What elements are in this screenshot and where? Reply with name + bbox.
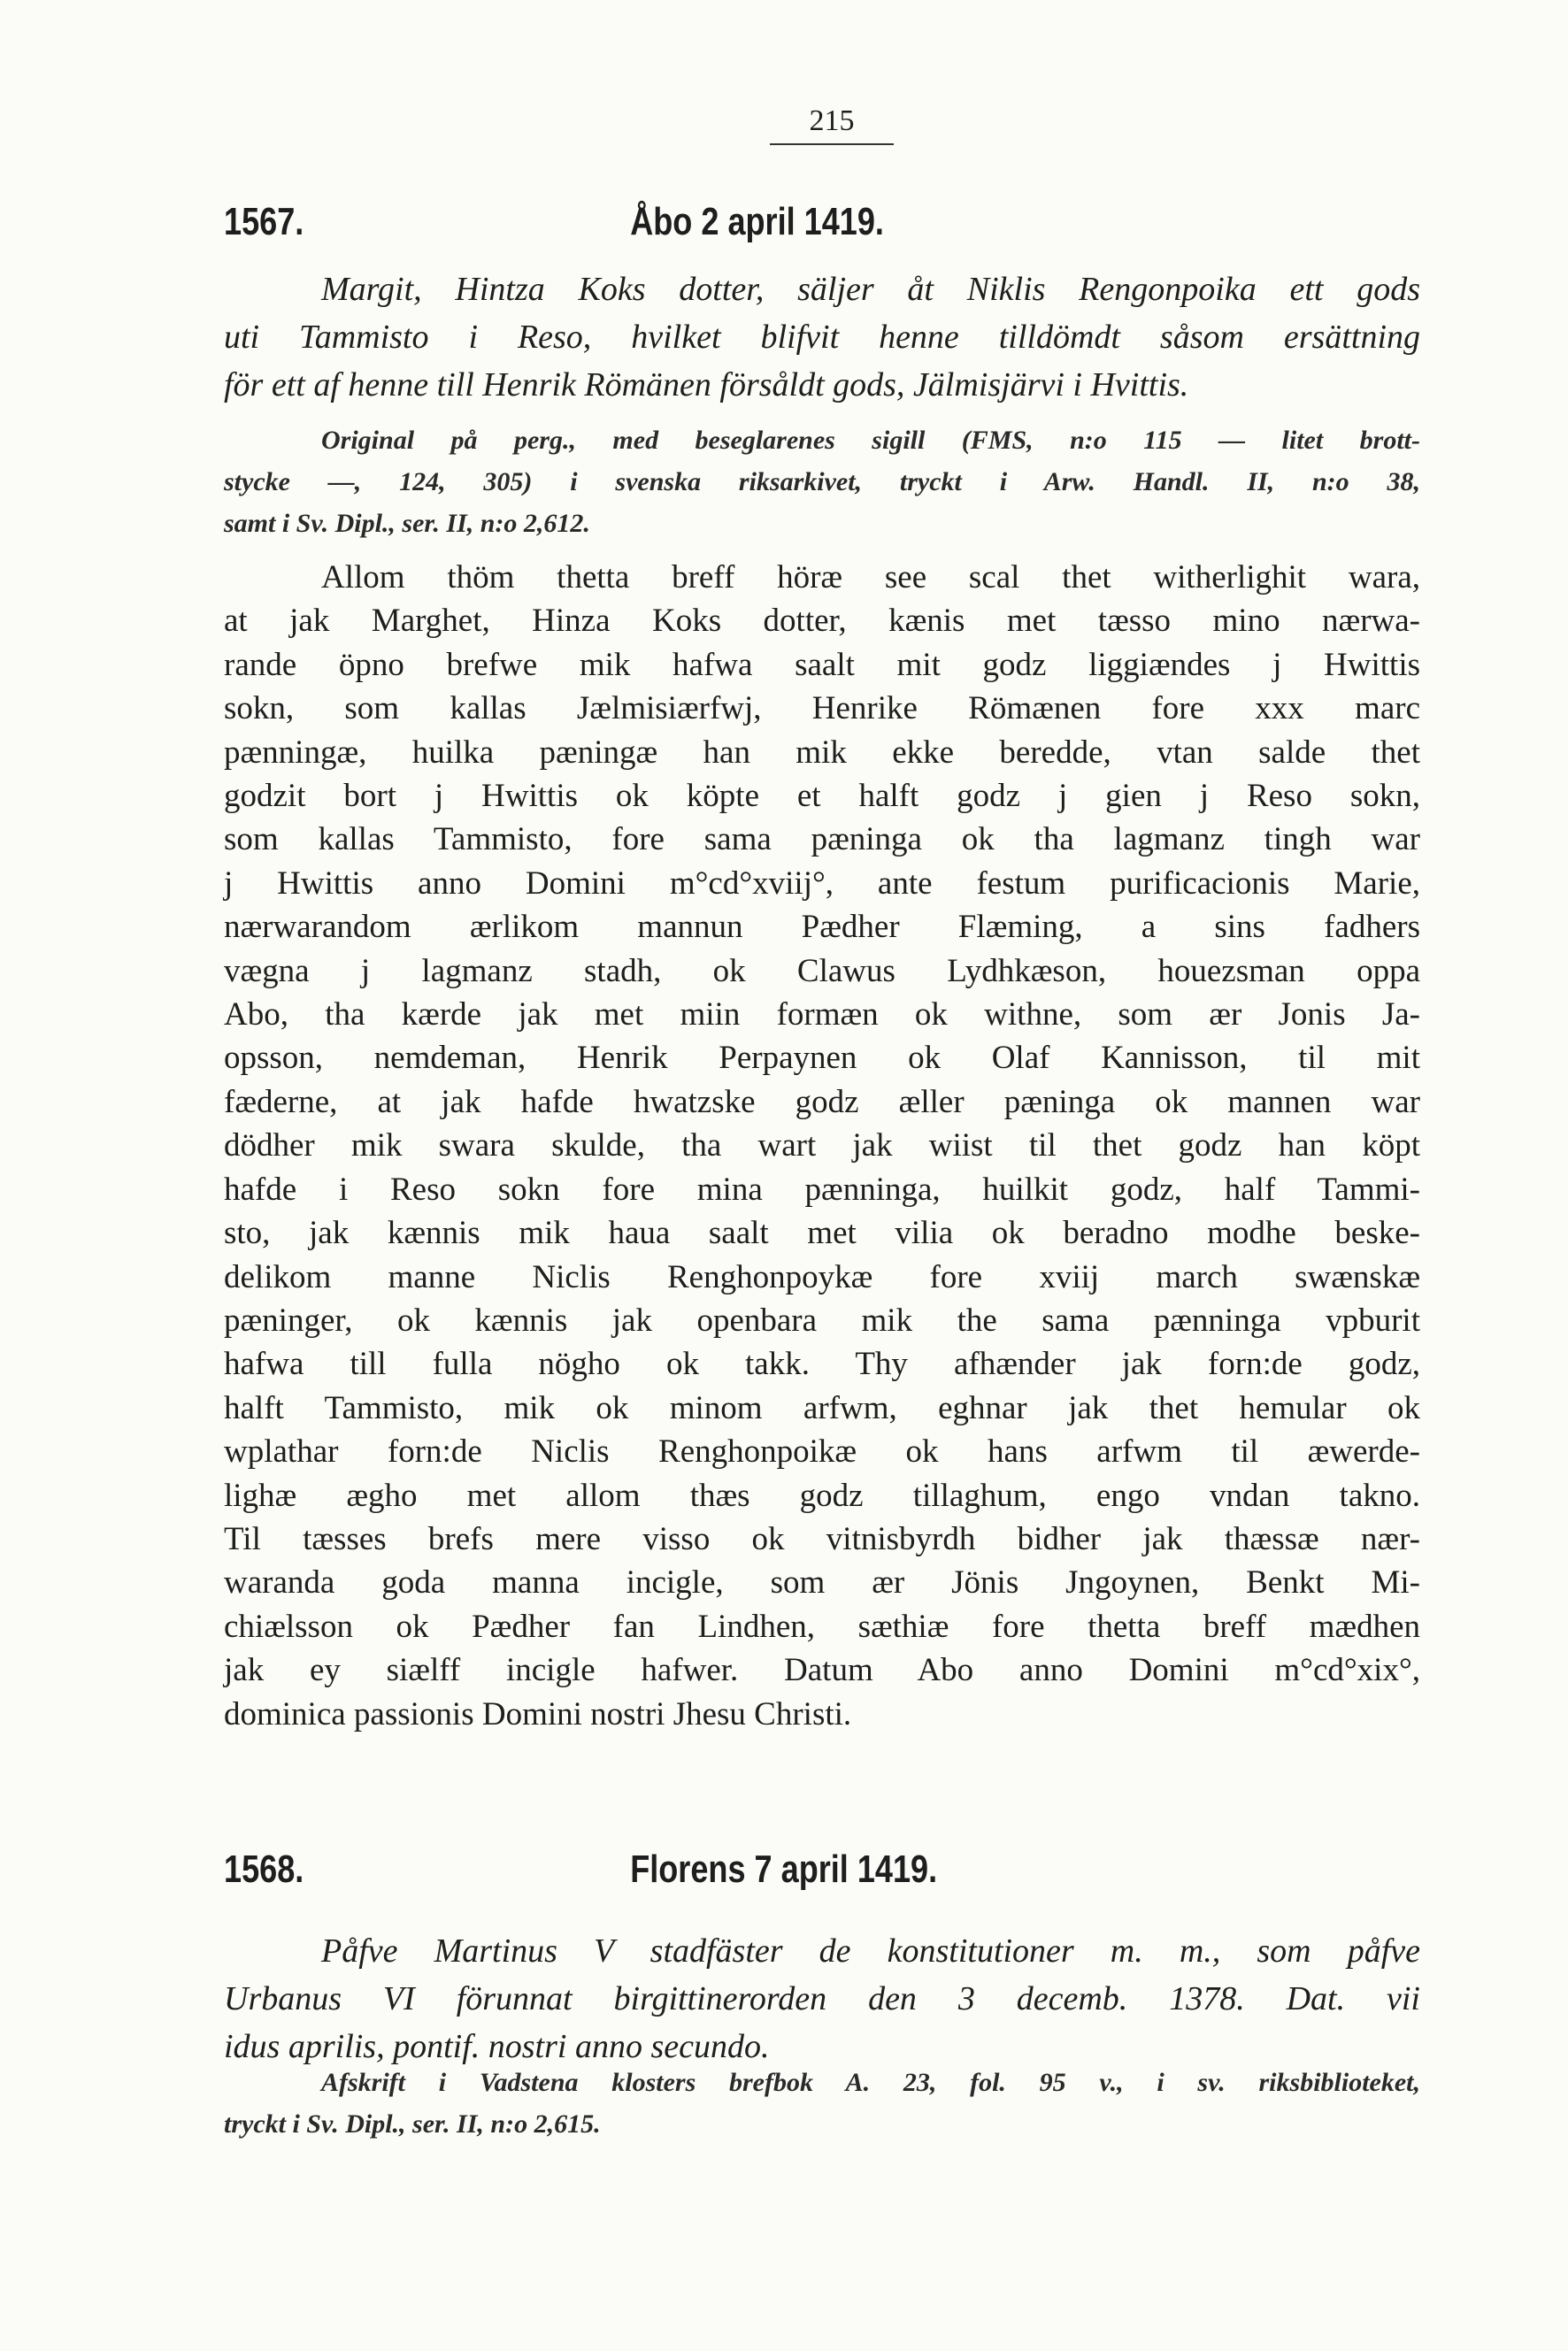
entry-source-1568 — [224, 2062, 1420, 2145]
text-line: Abo, tha kærde jak met miin formæn ok withne, som ær Jonis Ja- — [224, 996, 1420, 1033]
text-line: uti Tammisto i Reso, hvilket blifvit henne tilldömdt såsom ersättning — [224, 319, 1420, 356]
entry-number: 1567. — [224, 200, 304, 243]
text-line: pænningæ, huilka pæningæ han mik ekke beredde, vtan salde thet — [224, 734, 1420, 771]
text-line: samt i Sv. Dipl., ser. II, n:o 2,612. — [224, 509, 590, 538]
text-line: dominica passionis Domini nostri Jhesu Christi. — [224, 1695, 852, 1733]
text-line: j Hwittis anno Domini m°cd°xviij°, ante festum purificacionis Marie, — [224, 864, 1420, 902]
text-line: pæninger, ok kænnis jak openbara mik the sama pænninga vpburit — [224, 1302, 1420, 1339]
entry-number: 1568. — [224, 1848, 304, 1891]
text-line: sto, jak kænnis mik haua saalt met vilia ok beradno modhe beske- — [224, 1215, 1420, 1252]
text-line: hafde i Reso sokn fore mina pænninga, huilkit godz, half Tammi- — [224, 1171, 1420, 1208]
text-line: Margit, Hintza Koks dotter, säljer åt Niklis Rengonpoika ett gods — [321, 271, 1420, 308]
text-line: chiælsson ok Pædher fan Lindhen, sæthiæ fore thetta breff mædhen — [224, 1608, 1420, 1645]
text-line: godzit bort j Hwittis ok köpte et halft godz j gien j Reso sokn, — [224, 778, 1420, 815]
text-line: Til tæsses brefs mere visso ok vitnisbyrdh bidher jak thæssæ nær- — [224, 1520, 1420, 1557]
text-line: vægna j lagmanz stadh, ok Clawus Lydhkæson, houezsman oppa — [224, 952, 1420, 989]
page-number: 215 — [770, 104, 894, 145]
text-line: delikom manne Niclis Renghonpoykæ fore xviij march swænskæ — [224, 1258, 1420, 1295]
text-line: jak ey siælff incigle hafwer. Datum Abo anno Domini m°cd°xix°, — [224, 1652, 1420, 1689]
text-line: lighæ ægho met allom thæs godz tillaghum, engo vndan takno. — [224, 1477, 1420, 1514]
text-line: Allom thöm thetta breff höræ see scal thet witherlighit wara, — [321, 559, 1420, 595]
text-line: fæderne, at jak hafde hwatzske godz æller pæninga ok mannen war — [224, 1083, 1420, 1120]
text-line: som kallas Tammisto, fore sama pæninga ok tha lagmanz tingh war — [224, 821, 1420, 858]
text-line: halft Tammisto, mik ok minom arfwm, eghnar jak thet hemular ok — [224, 1389, 1420, 1426]
text-line: sokn, som kallas Jælmisiærfwj, Henrike Römænen fore xxx marc — [224, 690, 1420, 727]
text-line: wplathar forn:de Niclis Renghonpoikæ ok hans arfwm til æwerde- — [224, 1433, 1420, 1471]
text-line: waranda goda manna incigle, som ær Jönis Jngoynen, Benkt Mi- — [224, 1564, 1420, 1602]
text-line: tryckt i Sv. Dipl., ser. II, n:o 2,615. — [224, 2109, 601, 2139]
entry-source-1567 — [224, 419, 1420, 544]
text-line: dödher mik swara skulde, tha wart jak wiist til thet godz han köpt — [224, 1127, 1420, 1164]
text-line: idus aprilis, pontif. nostri anno secundo. — [224, 2028, 770, 2065]
entry-summary-1568 — [224, 1927, 1420, 2071]
text-line: stycke —, 124, 305) i svenska riksarkivet, tryckt i Arw. Handl. II, n:o 38, — [224, 467, 1420, 496]
entry-place-date: Florens 7 april 1419. — [630, 1848, 938, 1891]
entry-summary-1567 — [224, 265, 1420, 409]
entry-body-1567 — [224, 556, 1420, 1736]
text-line: rande öpno brefwe mik hafwa saalt mit godz liggiændes j Hwittis — [224, 646, 1420, 683]
text-line: Afskrift i Vadstena klosters brefbok A. 23, fol. 95 v., i sv. riksbiblioteket, — [321, 2068, 1420, 2097]
text-line: Original på perg., med beseglarenes sigill (FMS, n:o 115 — litet brott- — [321, 426, 1420, 455]
text-line: för ett af henne till Henrik Römänen försåldt gods, Jälmisjärvi i Hvittis. — [224, 366, 1189, 403]
text-line: nærwarandom ærlikom mannun Pædher Flæming, a sins fadhers — [224, 909, 1420, 946]
text-line: hafwa till fulla nögho ok takk. Thy afhænder jak forn:de godz, — [224, 1346, 1420, 1383]
text-line: Påfve Martinus V stadfäster de konstitutioner m. m., som påfve — [321, 1932, 1420, 1970]
text-line: Urbanus VI förunnat birgittinerorden den 3 decemb. 1378. Dat. vii — [224, 1980, 1420, 2017]
text-line: opsson, nemdeman, Henrik Perpaynen ok Olaf Kannisson, til mit — [224, 1040, 1420, 1077]
text-line: at jak Marghet, Hinza Koks dotter, kænis met tæsso mino nærwa- — [224, 603, 1420, 640]
entry-place-date: Åbo 2 april 1419. — [630, 200, 884, 243]
